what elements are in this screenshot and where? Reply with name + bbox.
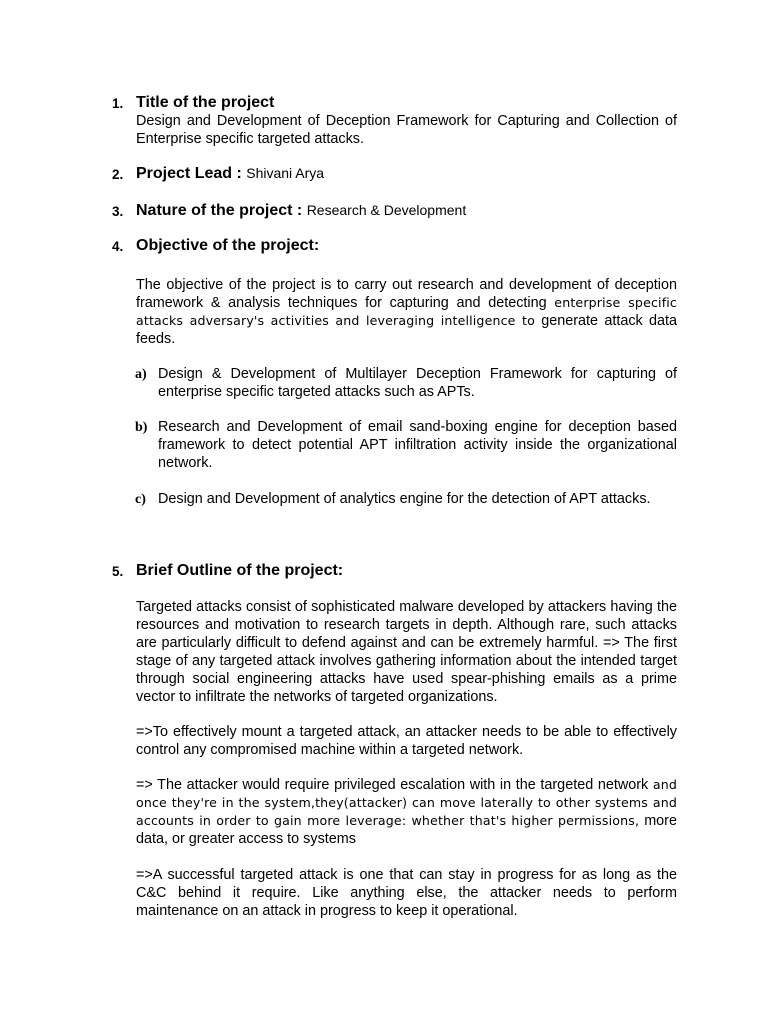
section-2-number: 2. (112, 167, 124, 182)
objective-intro-part3: generate attack data feeds. (136, 313, 677, 347)
outline-paragraph-3-part3: more data, or greater access to systems (136, 813, 677, 847)
objective-intro-part1: The objective of the project is to carry out research and development of deception framework & analysis techniques for capturing and detecting (136, 277, 677, 311)
outline-paragraph-3-part1: => The attacker would require privileged escalation with in the targeted network (136, 777, 653, 793)
section-3-title: Nature of the project : (136, 202, 307, 219)
section-1-description: Design and Development of Deception Framework for Capturing and Collection of Enterprise specific targeted attacks. (136, 113, 677, 147)
objective-item-a-text: Design & Development of Multilayer Deception Framework for capturing of enterprise specific targeted attacks such as APTs. (158, 366, 677, 400)
section-4-title: Objective of the project: (136, 237, 320, 254)
objective-intro (136, 276, 677, 348)
outline-paragraph-2: =>To effectively mount a targeted attack, an attacker needs to be able to effectively control any compromised machine within a targeted network. (136, 724, 677, 758)
section-2-heading (136, 165, 324, 183)
section-2-title: Project Lead : (136, 165, 247, 182)
outline-paragraph-1: Targeted attacks consist of sophisticated malware developed by attackers having the resources and motivation to research targets in depth. Although rare, such attacks are particularly difficult to defend against and can be extremely harmful. => The first stage of any targeted attack involves gathering information about the intended target through social engineering attacks have used spear-phishing emails as a prime vector to infiltrate the networks of targeted organizations. (136, 599, 677, 705)
section-1-number: 1. (112, 96, 124, 111)
project-lead-value: Shivani Arya (246, 165, 325, 181)
section-4-number: 4. (112, 239, 124, 254)
section-3-number: 3. (112, 204, 124, 219)
objective-intro-part2: enterprise specific attacks adversary's activities and leveraging intelligence to (136, 295, 677, 328)
objective-item-c-text: Design and Development of analytics engine for the detection of APT attacks. (158, 491, 651, 507)
section-5-title: Brief Outline of the project: (136, 562, 344, 579)
objective-item-c-letter: c) (135, 492, 146, 507)
section-5-number: 5. (112, 564, 124, 579)
section-3-heading (136, 202, 466, 220)
outline-paragraph-3 (136, 776, 677, 848)
section-1-title: Title of the project (136, 94, 275, 111)
objective-item-b-letter: b) (135, 420, 148, 435)
outline-paragraph-4: =>A successful targeted attack is one that can stay in progress for as long as the C&C behind it require. Like anything else, the attacker needs to perform maintenance on an attack in progress to keep it operational. (136, 867, 677, 919)
objective-item-b-text: Research and Development of email sand-boxing engine for deception based framework to detect potential APT infiltration activity inside the organizational network. (158, 419, 677, 471)
nature-value: Research & Development (306, 202, 467, 218)
objective-item-a-letter: a) (135, 367, 147, 382)
outline-paragraph-3-part2: and once they're in the system,they(attacker) can move laterally to other systems and accounts in order to gain more leverage: whether that's higher permissions, (136, 777, 677, 828)
